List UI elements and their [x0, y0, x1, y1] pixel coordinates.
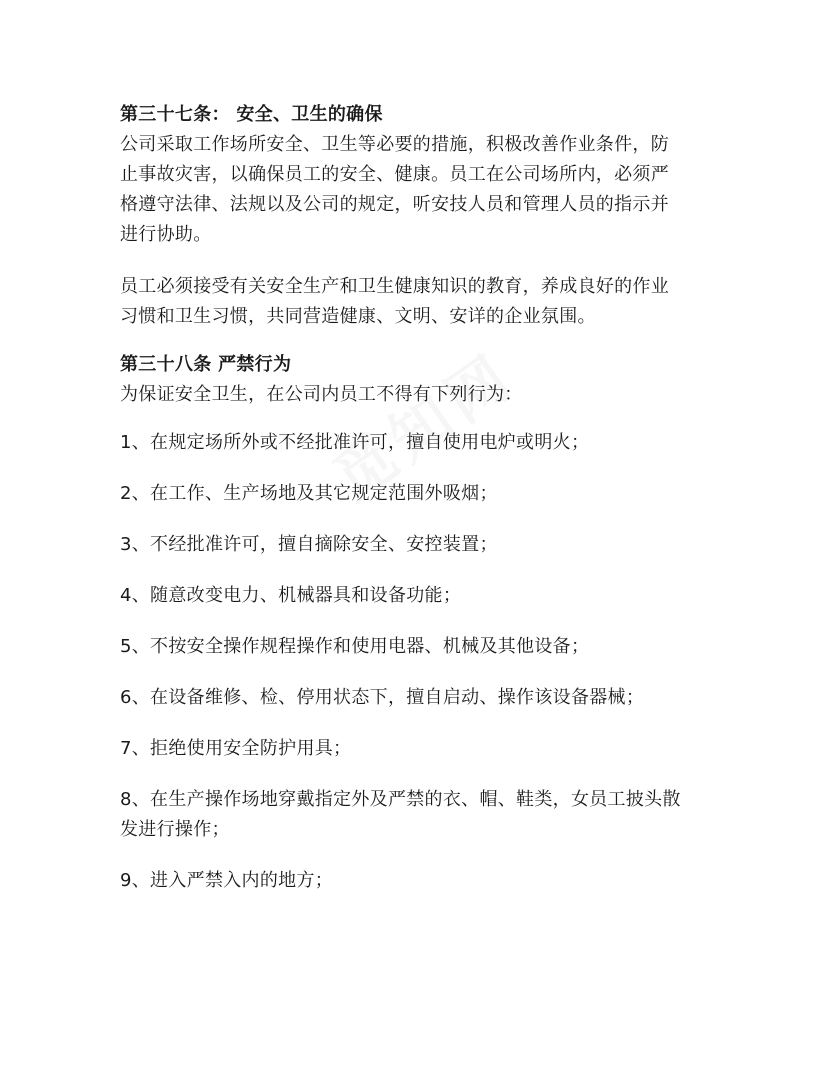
list-item — [120, 428, 720, 458]
list-item-line: 3、不经批准许可，擅自摘除安全、安控装置； — [120, 534, 498, 555]
list-item — [120, 479, 720, 509]
article-37-paragraph-2 — [120, 272, 720, 332]
paragraph-line: 格遵守法律、法规以及公司的规定，听安技人员和管理人员的指示并 — [120, 194, 669, 215]
list-item-line: 7、拒绝使用安全防护用具； — [120, 738, 352, 759]
list-item — [120, 530, 720, 560]
list-item-line: 1、在规定场所外或不经批准许可，擅自使用电炉或明火； — [120, 432, 590, 453]
list-item-line: 发进行操作； — [120, 819, 230, 840]
list-item — [120, 581, 720, 611]
article-38-intro: 为保证安全卫生，在公司内员工不得有下列行为： — [120, 384, 523, 405]
list-item — [120, 683, 720, 713]
article-38-heading: 第三十八条 严禁行为 — [120, 354, 292, 375]
prohibited-list — [120, 428, 720, 896]
paragraph-line: 员工必须接受有关安全生产和卫生健康知识的教育，养成良好的作业 — [120, 276, 669, 297]
list-item-line: 4、随意改变电力、机械器具和设备功能； — [120, 585, 462, 606]
paragraph-line: 公司采取工作场所安全、卫生等必要的措施，积极改善作业条件，防 — [120, 134, 669, 155]
list-item — [120, 632, 720, 662]
list-item-line: 9、进入严禁入内的地方； — [120, 870, 334, 891]
list-item-line: 8、在生产操作场地穿戴指定外及严禁的衣、帽、鞋类，女员工披头散 — [120, 789, 681, 810]
list-item — [120, 866, 720, 896]
list-item-line: 5、不按安全操作规程操作和使用电器、机械及其他设备； — [120, 636, 590, 657]
list-item — [120, 785, 720, 845]
paragraph-line: 进行协助。 — [120, 224, 212, 245]
document-body — [120, 100, 720, 896]
list-item-line: 2、在工作、生产场地及其它规定范围外吸烟； — [120, 483, 498, 504]
list-item-line: 6、在设备维修、检、停用状态下，擅自启动、操作该设备器械； — [120, 687, 645, 708]
list-item — [120, 734, 720, 764]
article-37-paragraph-1 — [120, 130, 720, 250]
paragraph-line: 止事故灾害，以确保员工的安全、健康。员工在公司场所内，必须严 — [120, 164, 669, 185]
article-37-heading: 第三十七条： 安全、卫生的确保 — [120, 104, 383, 125]
paragraph-line: 习惯和卫生习惯，共同营造健康、文明、安详的企业氛围。 — [120, 306, 596, 327]
